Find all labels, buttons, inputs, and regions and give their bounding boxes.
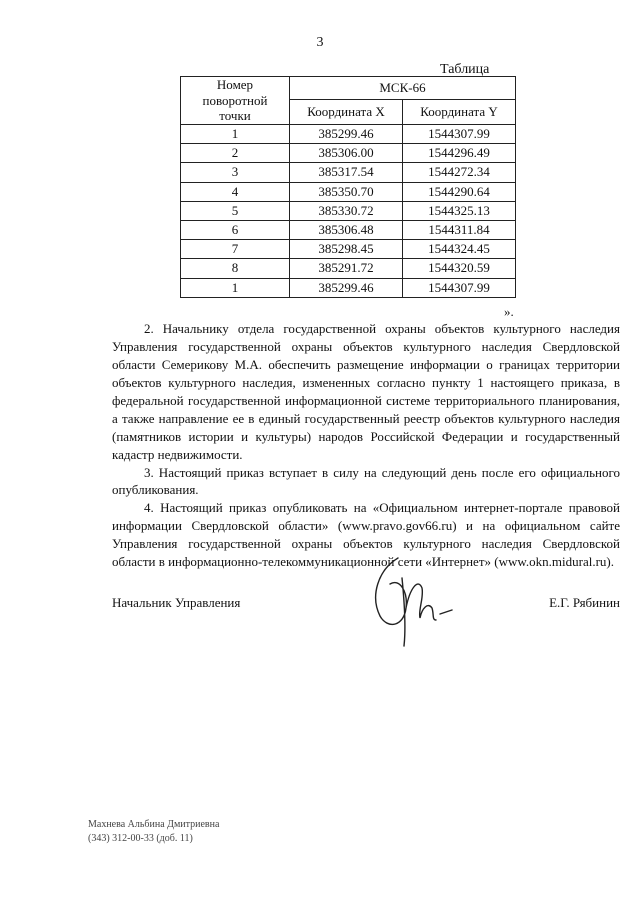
executor-info — [88, 818, 219, 845]
cell-coordinate-y: 1544325.13 — [403, 201, 516, 220]
signer-name: Е.Г. Рябинин — [549, 595, 620, 610]
executor-phone: (343) 312-00-33 (доб. 11) — [88, 832, 193, 844]
cell-coordinate-x: 385298.45 — [290, 240, 403, 259]
table-row — [181, 144, 516, 163]
paragraph-3: 3. Настоящий приказ вступает в силу на следующий день после его официального опубликования. — [112, 464, 620, 498]
cell-point-number: 8 — [181, 259, 290, 278]
table-row — [181, 259, 516, 278]
page-number: 3 — [316, 35, 324, 50]
table-caption: Таблица — [440, 62, 490, 77]
coordinates-table-body — [181, 125, 516, 298]
header-coordinate-x: Координата X — [290, 100, 403, 125]
cell-coordinate-y: 1544324.45 — [403, 240, 516, 259]
table-row — [181, 240, 516, 259]
signature-row — [112, 594, 620, 618]
coordinates-table — [180, 76, 516, 298]
table-row — [181, 278, 516, 297]
closing-quote: ». — [504, 304, 514, 319]
paragraph-2: 2. Начальнику отдела государственной охраны объектов культурного наследия Управления государственной охраны объектов культурного наследия Свердловской области Семерикову М.А. обеспечить размещение информации о границах территории объектов культурного наследия, измененных согласно пункту 1 настоящего приказа, в федеральной государственной информационной системе территориального планирования, а также направление ее в единый государственный реестр объектов культурного наследия (памятников истории и культуры) народов Российской Федерации и государственный кадастр недвижимости. — [112, 321, 620, 462]
cell-point-number: 3 — [181, 163, 290, 182]
table-row — [181, 163, 516, 182]
cell-point-number: 2 — [181, 144, 290, 163]
cell-coordinate-x: 385350.70 — [290, 182, 403, 201]
cell-point-number: 7 — [181, 240, 290, 259]
table-row — [181, 182, 516, 201]
header-point-number: Номер поворотной точки — [181, 77, 290, 125]
table-row — [181, 125, 516, 144]
cell-coordinate-x: 385317.54 — [290, 163, 403, 182]
cell-coordinate-x: 385291.72 — [290, 259, 403, 278]
header-coordinate-y: Координата Y — [403, 100, 516, 125]
cell-coordinate-x: 385306.48 — [290, 220, 403, 239]
cell-coordinate-y: 1544311.84 — [403, 220, 516, 239]
cell-coordinate-y: 1544320.59 — [403, 259, 516, 278]
signer-title: Начальник Управления — [112, 595, 241, 610]
cell-coordinate-x: 385306.00 — [290, 144, 403, 163]
paragraph-4: 4. Настоящий приказ опубликовать на «Официальном интернет-портале правовой информации Свердловской области» (www.pravo.gov66.ru) и на официальном сайте Управления государственной охраны объектов культурного наследия Свердловской области в информационно-телекоммуникационной сети «Интернет» (www.okn.midural.ru). — [112, 500, 620, 570]
cell-point-number: 1 — [181, 278, 290, 297]
cell-point-number: 6 — [181, 220, 290, 239]
cell-coordinate-y: 1544272.34 — [403, 163, 516, 182]
cell-coordinate-y: 1544296.49 — [403, 144, 516, 163]
order-text — [112, 320, 620, 571]
table-row — [181, 220, 516, 239]
cell-point-number: 1 — [181, 125, 290, 144]
cell-coordinate-y: 1544290.64 — [403, 182, 516, 201]
header-coordinate-system: МСК-66 — [290, 77, 516, 100]
cell-point-number: 4 — [181, 182, 290, 201]
table-row — [181, 201, 516, 220]
cell-coordinate-x: 385299.46 — [290, 125, 403, 144]
executor-name: Махнева Альбина Дмитриевна — [88, 819, 220, 830]
cell-coordinate-x: 385299.46 — [290, 278, 403, 297]
cell-coordinate-y: 1544307.99 — [403, 278, 516, 297]
cell-coordinate-y: 1544307.99 — [403, 125, 516, 144]
cell-coordinate-x: 385330.72 — [290, 201, 403, 220]
cell-point-number: 5 — [181, 201, 290, 220]
